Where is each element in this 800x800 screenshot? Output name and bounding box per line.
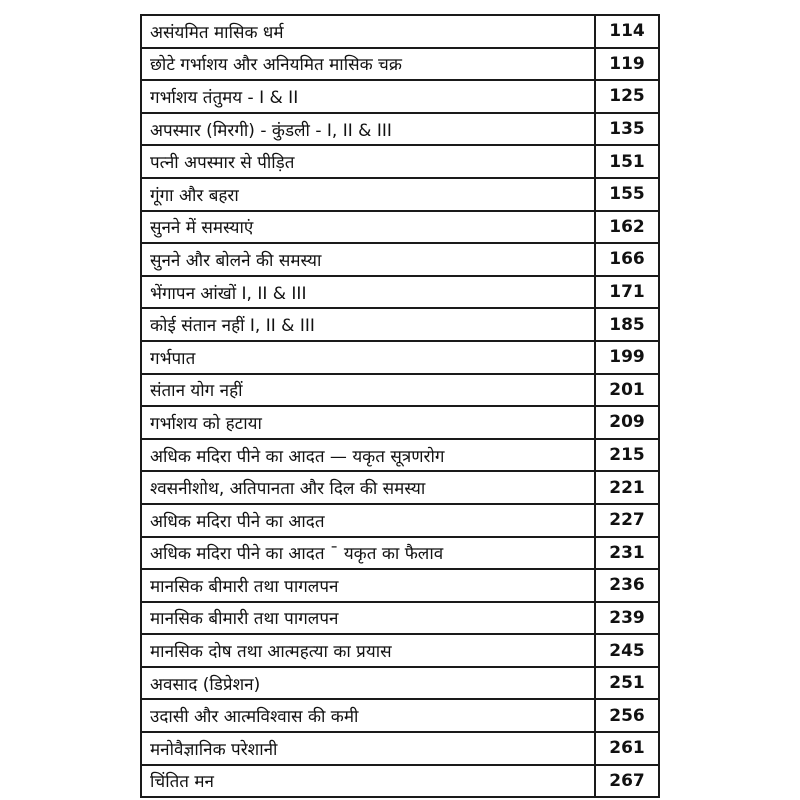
- toc-title: मनोवैज्ञानिक परेशानी: [141, 732, 595, 765]
- table-row: [141, 504, 659, 537]
- toc-page-number: 135: [595, 113, 659, 146]
- table-row: [141, 211, 659, 244]
- toc-page-number: 166: [595, 243, 659, 276]
- table-row: [141, 80, 659, 113]
- toc-page-number: 201: [595, 374, 659, 407]
- toc-page-number: 155: [595, 178, 659, 211]
- table-row: [141, 439, 659, 472]
- table-row: [141, 667, 659, 700]
- toc-page-number: 151: [595, 145, 659, 178]
- toc-page-number: 171: [595, 276, 659, 309]
- toc-title: अधिक मदिरा पीने का आदत ¯ यकृत का फैलाव: [141, 537, 595, 570]
- toc-title: उदासी और आत्मविश्वास की कमी: [141, 699, 595, 732]
- toc-page-number: 227: [595, 504, 659, 537]
- toc-page-number: 251: [595, 667, 659, 700]
- toc-page-number: 221: [595, 471, 659, 504]
- toc-title: छोटे गर्भाशय और अनियमित मासिक चक्र: [141, 48, 595, 81]
- toc-page-number: 209: [595, 406, 659, 439]
- table-row: [141, 471, 659, 504]
- toc-title: चिंतित मन: [141, 765, 595, 798]
- toc-page-number: 215: [595, 439, 659, 472]
- toc-title: गर्भाशय तंतुमय - I & II: [141, 80, 595, 113]
- toc-title: गर्भपात: [141, 341, 595, 374]
- toc-title: संतान योग नहीं: [141, 374, 595, 407]
- toc-page-number: 114: [595, 15, 659, 48]
- table-row: [141, 145, 659, 178]
- table-row: [141, 341, 659, 374]
- toc-page-number: 236: [595, 569, 659, 602]
- table-row: [141, 765, 659, 798]
- toc-title: कोई संतान नहीं I, II & III: [141, 308, 595, 341]
- toc-page-number: 199: [595, 341, 659, 374]
- toc-body: [141, 15, 659, 797]
- table-row: [141, 48, 659, 81]
- toc-title: भेंगापन आंखों I, II & III: [141, 276, 595, 309]
- toc-title: सुनने और बोलने की समस्या: [141, 243, 595, 276]
- toc-page-number: 231: [595, 537, 659, 570]
- table-of-contents: [140, 14, 660, 798]
- table-row: [141, 308, 659, 341]
- table-row: [141, 699, 659, 732]
- table-row: [141, 602, 659, 635]
- table-row: [141, 569, 659, 602]
- toc-title: पत्नी अपस्मार से पीड़ित: [141, 145, 595, 178]
- toc-page-number: 119: [595, 48, 659, 81]
- toc-page-number: 261: [595, 732, 659, 765]
- toc-page-number: 125: [595, 80, 659, 113]
- table-row: [141, 178, 659, 211]
- toc-title: गूंगा और बहरा: [141, 178, 595, 211]
- table-row: [141, 113, 659, 146]
- toc-page-number: 162: [595, 211, 659, 244]
- table-row: [141, 15, 659, 48]
- toc-title: मानसिक बीमारी तथा पागलपन: [141, 602, 595, 635]
- toc-page-number: 185: [595, 308, 659, 341]
- toc-page-number: 239: [595, 602, 659, 635]
- toc-title: मानसिक दोष तथा आत्महत्या का प्रयास: [141, 634, 595, 667]
- toc-page-number: 256: [595, 699, 659, 732]
- toc-page-number: 267: [595, 765, 659, 798]
- table-row: [141, 634, 659, 667]
- toc-title: श्वसनीशोथ, अतिपानता और दिल की समस्या: [141, 471, 595, 504]
- toc-title: असंयमित मासिक धर्म: [141, 15, 595, 48]
- table-row: [141, 243, 659, 276]
- toc-title: अधिक मदिरा पीने का आदत — यकृत सूत्रणरोग: [141, 439, 595, 472]
- toc-title: अधिक मदिरा पीने का आदत: [141, 504, 595, 537]
- toc-title: अवसाद (डिप्रेशन): [141, 667, 595, 700]
- table-row: [141, 374, 659, 407]
- toc-title: गर्भाशय को हटाया: [141, 406, 595, 439]
- table-row: [141, 276, 659, 309]
- table-row: [141, 732, 659, 765]
- toc-title: मानसिक बीमारी तथा पागलपन: [141, 569, 595, 602]
- toc-page-number: 245: [595, 634, 659, 667]
- table-row: [141, 537, 659, 570]
- table-row: [141, 406, 659, 439]
- toc-title: सुनने में समस्याएं: [141, 211, 595, 244]
- toc-title: अपस्मार (मिरगी) - कुंडली - I, II & III: [141, 113, 595, 146]
